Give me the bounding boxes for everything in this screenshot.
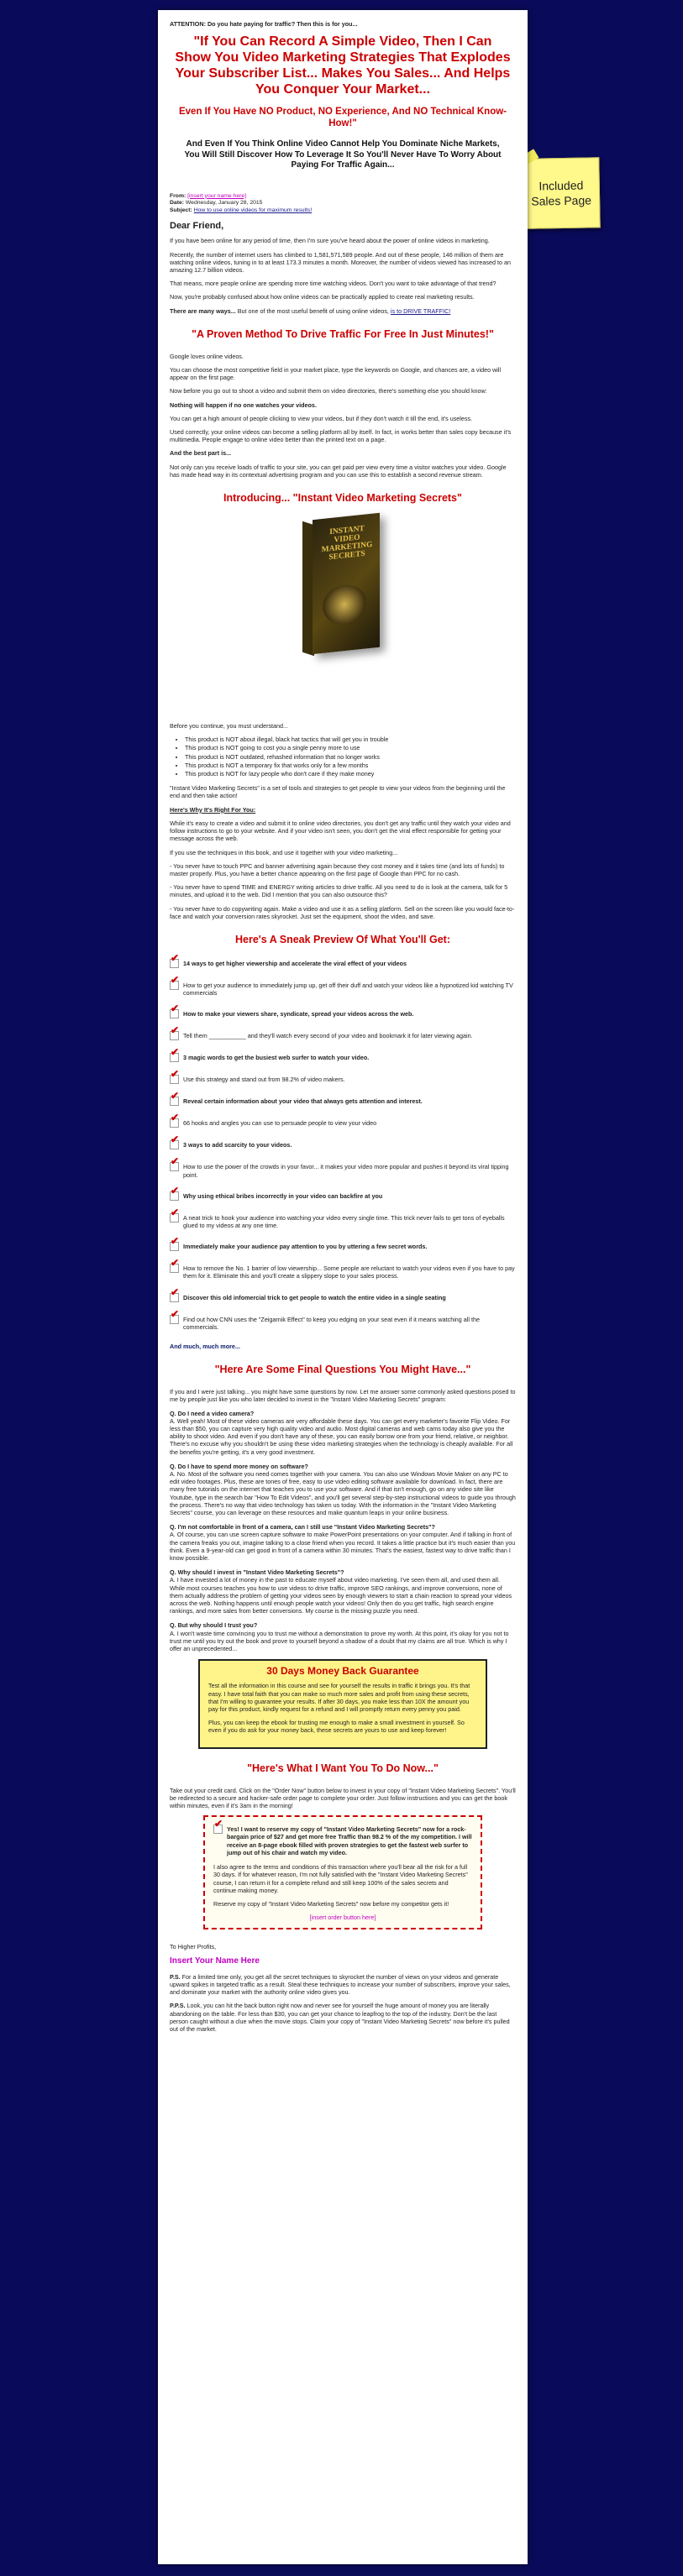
preview-item	[170, 1161, 516, 1178]
signoff: To Higher Profits,	[170, 1943, 217, 1951]
headline: "If You Can Record A Simple Video, Then I Can Show You Video Marketing Strategies That Explodes Your Subscriber List... Makes You Sales... And Helps You Conquer Your Market...	[175, 34, 511, 97]
check-icon	[170, 1212, 180, 1223]
preview-item	[170, 958, 516, 968]
guarantee-paragraph: Test all the information in this course and see for yourself the results in traffic it brings you. It's that easy. I have total faith that you can make so much more sales and profit from using these secrets, that I'm willing to guarantee your results. If after 30 days, you make less than 10X the amount you pay for this product, kindly request for a refund and I will promptly return every penny you paid.	[208, 1682, 470, 1714]
check-icon	[170, 1008, 180, 1018]
many-ways-text: But one of the most useful benefit of using online videos,	[235, 306, 391, 315]
email-header	[170, 193, 516, 215]
best-part	[170, 449, 516, 457]
preview-item-text: How to make your viewers share, syndicate, spread your videos across the web.	[183, 1010, 414, 1018]
sales-page-content	[158, 10, 528, 2049]
nothing-happens	[170, 401, 516, 409]
date-value: Wednesday, January 28, 2015	[185, 200, 263, 207]
faq-answer: A. I won't waste time convincing you to trust me without a demonstration to prove my worth. At this point, it's okay for you not to trust me until you try out the book and prove to yourself beyond a shadow of a doubt that my claims are all true. Which is why I offer an unprecedented...	[170, 1629, 509, 1653]
faq-item	[170, 1463, 516, 1516]
not-list-item: • This product is NOT going to cost you a single penny more to use	[185, 744, 516, 751]
faq-question: Q. I'm not comfortable in front of a camera, can I still use "Instant Video Marketing Secrets"?	[170, 1523, 435, 1531]
why-paragraph: - You never have to do copywriting again. Make a video and use it as a selling platform. Sell on the screen like you would face-to-face and watch your conversion rates skyrocket. Just set the equipment, shoot the video, and save.	[170, 904, 515, 920]
drive-traffic-link[interactable]: is to DRIVE TRAFFIC!	[390, 306, 451, 315]
not-list-item: • This product is NOT a temporary fix that works only for a few months	[185, 762, 516, 769]
preview-item-text: Use this strategy and stand out from 98.2% of video makers.	[183, 1076, 345, 1084]
traffic-paragraph: Not only can you receive loads of traffic to your site, you can get paid per view every time a visitor watches your video. Google has made head way in its contextual advertising program and you can use this to establish a second revenue stream.	[170, 463, 507, 479]
date-label: Date:	[170, 200, 184, 207]
check-icon	[170, 958, 180, 968]
preview-item-text: Find out how CNN uses the "Zeigarnik Effect" to keep you edging on your seat even if it means watching all the commercials.	[183, 1315, 480, 1331]
check-icon	[170, 1096, 180, 1106]
preview-item-text: Why using ethical bribes incorrectly in your video can backfire at you	[183, 1191, 383, 1200]
preview-item	[170, 1008, 516, 1018]
check-icon	[170, 1074, 180, 1084]
preview-item	[170, 1263, 516, 1280]
preview-item	[170, 1191, 516, 1201]
from-label: From:	[170, 192, 187, 199]
sticky-note-label: Included Sales Page	[531, 178, 592, 208]
check-icon	[170, 1314, 180, 1324]
preview-item-text: Tell them ___________ and they'll watch every second of your video and bookmark it for later viewing again.	[183, 1032, 473, 1040]
faq-intro: If you and I were just talking... you might have some questions by now. Let me answer some commonly asked questions posed to me by people just like you who later decided to invest in the "Instant Video Marketing Secrets" program:	[170, 1388, 516, 1404]
signature: Insert Your Name Here	[170, 1956, 260, 1966]
faq-item	[170, 1523, 516, 1562]
nothing-happens-text: Nothing will happen if no one watches your videos.	[170, 401, 317, 409]
lead-headline: And Even If You Think Online Video Cannot Help You Dominate Niche Markets, You Will Still Discover How To Leverage It So You'll Never Have To Worry About Paying For Traffic Again...	[184, 139, 502, 170]
preview-item-text: A neat trick to hook your audience into watching your video every single time. This trick never fails to get tons of eyeballs glued to my videos at any one time.	[183, 1213, 505, 1229]
pps-label: P.P.S.	[170, 2002, 186, 2010]
set-of-tools: "Instant Video Marketing Secrets" is a set of tools and strategies to get people to view your videos from the beginning until the end and then take action!	[170, 784, 506, 800]
guarantee-title: 30 Days Money Back Guarantee	[266, 1665, 419, 1678]
preview-item	[170, 1314, 516, 1331]
section-title-traffic: "A Proven Method To Drive Traffic For Free In Just Minutes!"	[192, 327, 494, 340]
preview-item	[170, 1096, 516, 1106]
preview-item-text: How to remove the No. 1 barrier of low viewership... Some people are reluctant to watch your videos even if you have to pay them for it. Eliminate this and you'll create a slippery slope to your sales process.	[183, 1264, 515, 1280]
ps-text: For a limited time only, you get all the secret techniques to skyrocket the number of views on your videos and generate upward spikes in targeted traffic as a result. Steal these techniques to increase your number of subscribers, improve your sales, and dominate your market with the authority online video gives you.	[170, 1972, 511, 1997]
attention-label: ATTENTION:	[170, 20, 206, 28]
attention-text: Do you hate paying for traffic? Then this is for you...	[207, 20, 358, 28]
sales-page	[158, 10, 528, 2564]
check-icon	[170, 1241, 180, 1251]
and-more	[170, 1343, 516, 1350]
preview-item-text: How to use the power of the crowds in your favor... it makes your video more popular and pushes it beyond its viral tipping point.	[183, 1163, 509, 1179]
preview-item	[170, 1241, 516, 1251]
preview-item	[170, 1118, 516, 1128]
ps-paragraph	[170, 1973, 516, 1997]
faq-item	[170, 1410, 516, 1456]
order-check	[213, 1824, 472, 1856]
order-paragraph: I also agree to the terms and conditions of this transaction where you'll bear all the risk for a full 30 days. If for whatever reason, I'm not fully satisfied with the "Instant Video Marketing Secrets" course, I can return it for a complete refund and still keep 100% of the sales secrets and continue making money.	[213, 1863, 468, 1894]
preview-item-text: 3 magic words to get the busiest web surfer to watch your video.	[183, 1054, 370, 1062]
preview-item	[170, 1212, 516, 1229]
pps-paragraph	[170, 2002, 516, 2033]
why-paragraph: While it's easy to create a video and submit it to online video directories, you don't get any traffic until they watch your video and follow instructions to go to your website. And if your video isn't seen, you don't get the viral effect responsible for getting your message across the web.	[170, 819, 511, 843]
ebook-cover-image	[297, 516, 388, 663]
check-icon	[170, 1191, 180, 1201]
intro-paragraph: Now, you're probably confused about how online videos can be practically applied to create real marketing results.	[170, 293, 475, 301]
section-title-faq: "Here Are Some Final Questions You Might Have..."	[214, 1364, 471, 1376]
sticky-note	[522, 157, 600, 229]
subheadline: Even If You Have NO Product, NO Experience, And NO Technical Know-How!"	[178, 107, 507, 129]
faq-answer: A. Well yeah! Most of these video cameras are very affordable these days. You can get every marketer's favorite Flip Video. For less than $50, you can capture very high quality video and audio. Most digital cameras and web cams today also give you the ability to shoot video. And even if you don't have any of these, you can easily borrow one from your friend, relative, or neighbor. There's no excuse why you shouldn't be using these video marketing strategies when the technology is cheaply available. For all the benefits you're getting, it's a very good investment.	[170, 1416, 513, 1456]
intro-paragraph: Recently, the number of internet users has climbed to 1,581,571,589 people. And out of these people, 146 million of them are watching online videos, tuning in to at least 173.3 minutes a month. Moreover, the number of videos viewed has increased to an amazing 12.7 billion videos.	[170, 250, 511, 275]
check-icon	[170, 1030, 180, 1040]
faq-item	[170, 1621, 516, 1652]
preview-item-text: Reveal certain information about your video that always gets attention and interest.	[183, 1097, 423, 1106]
order-title: Yes! I want to reserve my copy of "Instant Video Marketing Secrets" now for a rock-bargain price of $27 and get more free Traffic than 98.2 % of the my competition. I will receive an 8-page ebook filled with proven strategies to get the fastest web surfer to jump out of his chair and watch my video.	[227, 1825, 472, 1856]
guarantee-paragraph: Plus, you can keep the ebook for trusting me enough to make a small investment in yourself. So even if you do ask for your money back, these secrets are yours to use and keep forever!	[208, 1719, 465, 1735]
best-part-text: And the best part is...	[170, 449, 232, 458]
faq-list	[170, 1410, 516, 1653]
order-button[interactable]: [insert order button here]	[309, 1914, 376, 1922]
preview-item	[170, 1052, 516, 1062]
why-paragraph: - You never have to spend TIME and ENERGY writing articles to drive traffic. All you need to do is look at the camera, talk for 5 minutes, and upload it to the web. Did I mention that you can also outsource this?	[170, 883, 508, 899]
not-list-item: • This product is NOT for lazy people who don't care if they make money	[185, 770, 516, 778]
why-title-text: Here's Why It's Right For You:	[170, 805, 256, 814]
check-icon	[170, 980, 180, 990]
order-box	[203, 1815, 482, 1929]
do-now-paragraph: Take out your credit card. Click on the "Order Now" button below to invest in your copy of "Instant Video Marketing Secrets". You'll be redirected to a secure and hacker-safe order page to complete your order. Just follow instructions and you can get the book within minutes, even if it's 3am in the morning!	[170, 1786, 516, 1810]
guarantee-box	[198, 1659, 487, 1748]
preview-item	[170, 1030, 516, 1040]
preview-item-text: 14 ways to get higher viewership and accelerate the viral effect of your videos	[183, 959, 407, 967]
order-paragraph: Reserve my copy of "Instant Video Marketing Secrets" now before my competitor gets it!	[213, 1899, 449, 1908]
faq-item	[170, 1568, 516, 1615]
check-icon	[170, 1263, 180, 1273]
traffic-paragraph: Google loves online videos.	[170, 352, 244, 360]
section-title-do-now: "Here's What I Want You To Do Now..."	[247, 1762, 439, 1774]
check-icon	[213, 1824, 223, 1834]
check-icon	[170, 1292, 180, 1302]
faq-answer: A. I have invested a lot of money in the past to educate myself about video marketing. I've seen them all, and used them all. While most courses teaches you how to use videos to drive traffic, improve SEO rankings, and improve conversions, none of them actually address the problem of getting your videos seen by enough viewers to start a chain reaction to spread your videos across the web. Nothing happens until enough people watch your videos! Only then do you get traffic, high search engine rankings, and more sales from better conversions. My course is the missing puzzle you need.	[170, 1576, 512, 1615]
traffic-paragraph: Now before you go out to shoot a video and submit them on video directories, there's something else you should know:	[170, 387, 487, 395]
and-more-text: And much, much more...	[170, 1342, 240, 1350]
pps-text: Look, you can hit the back button right now and never see for yourself the huge amount of money you are literally abandoning on the table. For less than $30, you can get your chance to leapfrog to the top of the industry. Don't be the last person caught without a clue when the movie stops. Claim your copy of "Instant Video Marketing Secrets" now before it's pulled out of the market.	[170, 2002, 510, 2033]
why-title	[170, 806, 516, 814]
faq-answer: A. No. Most of the software you need comes together with your camera. You can also use Windows Movie Maker on any PC to edit video footages. Plus, these are tones of free, easy to use video editing software available for download. In fact, there are many free tutorials on the internet that teaches you to use your software. And if that isn't enough, go on any video site like Youtube, type in the search bar "How To Edit Videos", and you'll get several step-by-step instructional videos to guide you through the process. There's no way that video technology has taken us today. With the information in the "Instant Video Marketing Secrets" course, you can leverage on these resources and make quantum leaps in your online business.	[170, 1469, 516, 1516]
faq-answer: A. Of course, you can use screen capture software to make PowerPoint presentations on your computer. And if talking in front of the camera freaks you out, imagine talking to a close friend when you record. It takes a little practice but it's much easier than you think. Even a 9-year-old can get good in front of a camera within 30 minutes. That's the easiest, fastest way to drive traffic than I know possible.	[170, 1531, 516, 1563]
subject-label: Subject:	[170, 207, 192, 213]
intro-paragraph: That means, more people online are spending more time watching videos. Don't you want to take advantage of that trend?	[170, 280, 496, 288]
faq-question: Q. Do I have to spend more money on software?	[170, 1462, 308, 1470]
not-list-item: • This product is NOT outdated, rehashed information that no longer works	[185, 753, 516, 761]
preview-list	[170, 958, 516, 1331]
intro-paragraph: If you have been online for any period of time, then I'm sure you've heard about the power of online videos in marketing.	[170, 237, 490, 245]
preview-item	[170, 1139, 516, 1149]
ps-label: P.S.	[170, 1972, 181, 1981]
from-value[interactable]: [insert your name here]	[187, 192, 247, 199]
preview-item-text: Immediately make your audience pay attention to you by uttering a few secret words.	[183, 1243, 428, 1251]
preview-item-text: 3 ways to add scarcity to your videos.	[183, 1141, 292, 1149]
faq-question: Q. Why should I invest in "Instant Video Marketing Secrets"?	[170, 1568, 344, 1577]
before-continue: Before you continue, you must understand...	[170, 722, 289, 730]
ebook-cover-title: INSTANT VIDEO MARKETING SECRETS	[321, 524, 373, 563]
faq-question: Q. Do I need a video camera?	[170, 1409, 255, 1417]
why-paragraph: - You never have to touch PPC and banner advertising again because they cost money and it takes time (and lots of funds) to master properly. Plus, you have a better chance appearing on the first page of Google than PPC for no cash.	[170, 861, 505, 877]
section-title-preview: Here's A Sneak Preview Of What You'll Get:	[234, 933, 451, 945]
traffic-paragraph: Used correctly, your online videos can become a selling platform all by itself. In fact, in works better than sales copy because it's multimedia. People engage to online video better than the printed text on a page.	[170, 428, 512, 444]
preview-item-text: 66 hooks and angles you can use to persuade people to view your video	[183, 1119, 377, 1128]
check-icon	[170, 1052, 180, 1062]
preview-item	[170, 1074, 516, 1084]
traffic-paragraph: You can choose the most competitive field in your market place, type the keywords on Google, and chances are, a video will appear on the first page.	[170, 366, 502, 382]
not-list-item: • This product is NOT about illegal, black hat tactics that will get you in trouble	[185, 736, 516, 743]
preview-item-text: Discover this old infomercial trick to get people to watch the entire video in a single seating	[183, 1293, 446, 1301]
faq-question: Q. But why should I trust you?	[170, 1621, 258, 1630]
traffic-paragraph: You can get a high amount of people clicking to view your videos, but if they don't watch it till the end, it's useless.	[170, 414, 473, 422]
many-ways-lead: There are many ways...	[170, 306, 236, 315]
not-list	[170, 736, 516, 778]
check-icon	[170, 1161, 180, 1171]
preview-item-text: How to get your audience to immediately jump up, get off their duff and watch your videos like a hypnotized kid watching TV commercials	[183, 981, 513, 997]
preview-item	[170, 980, 516, 997]
section-title-introducing: Introducing... "Instant Video Marketing Secrets"	[223, 492, 462, 505]
preview-item	[170, 1292, 516, 1302]
greeting: Dear Friend,	[170, 221, 224, 232]
many-ways-paragraph	[170, 307, 516, 315]
check-icon	[170, 1118, 180, 1128]
check-icon	[170, 1139, 180, 1149]
why-paragraph: If you use the techniques in this book, and use it together with your video marketing...	[170, 848, 398, 856]
subject-value[interactable]: How to use online videos for maximum results!	[193, 207, 313, 213]
attention-line	[170, 20, 516, 28]
